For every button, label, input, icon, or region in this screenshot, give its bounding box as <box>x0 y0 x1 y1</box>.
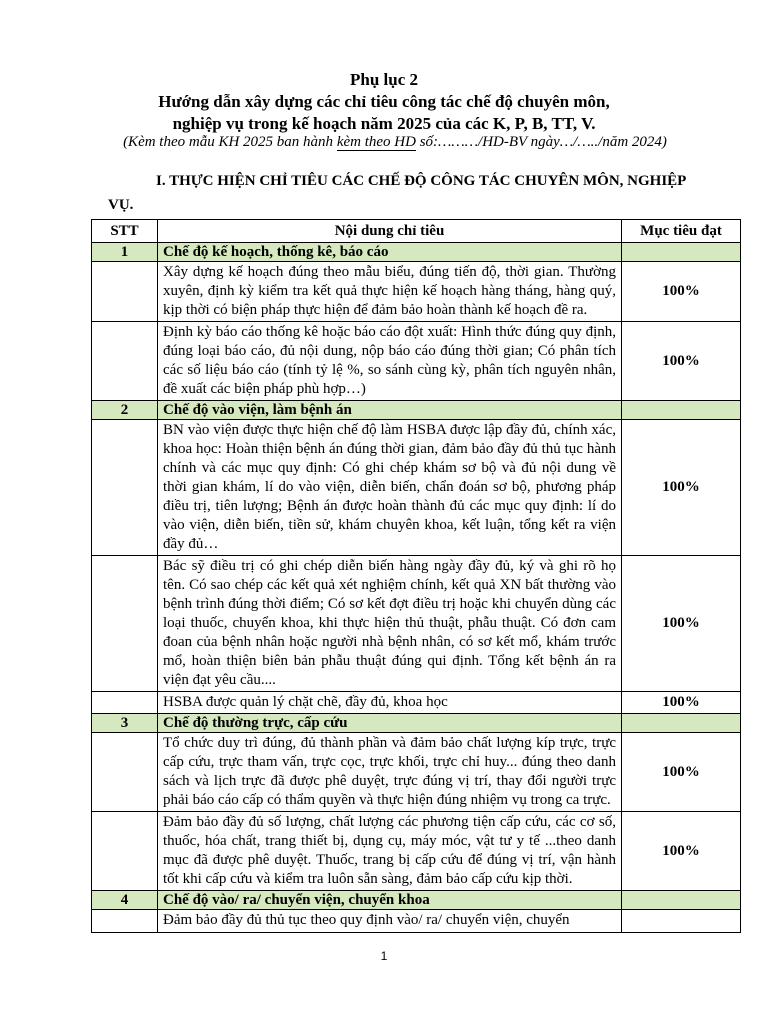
row-stt-empty <box>92 420 158 556</box>
document-title-line1: Hướng dẫn xây dựng các chỉ tiêu công tác chế độ chuyên môn, <box>158 92 610 111</box>
table-row <box>92 910 741 933</box>
group-stt: 2 <box>92 401 158 420</box>
group-target-empty <box>622 714 741 733</box>
row-target: 100% <box>622 262 741 322</box>
row-stt-empty <box>92 262 158 322</box>
row-target: 100% <box>622 733 741 812</box>
section-title-continued: VỤ. <box>108 197 134 213</box>
table-row <box>92 556 741 692</box>
group-target-empty <box>622 891 741 910</box>
row-target: 100% <box>622 556 741 692</box>
group-stt: 1 <box>92 243 158 262</box>
row-content: Tổ chức duy trì đúng, đủ thành phần và đảm bảo chất lượng kíp trực, trực cấp cứu, trực tham vấn, trực cọc, trực khối, trực chỉ huy... đúng theo danh sách và lịch trực đã được phê duyệt, trực đúng vị trí, thay đổi người trực phải báo cáo cấp có thẩm quyền và thực hiện đúng nhiệm vụ trong ca trực. <box>158 733 622 812</box>
row-stt-empty <box>92 910 158 933</box>
row-target: 100% <box>622 420 741 556</box>
row-target: 100% <box>622 322 741 401</box>
row-content: Xây dựng kế hoạch đúng theo mẫu biểu, đúng tiến độ, thời gian. Thường xuyên, định kỳ kiểm tra kết quả thực hiện kế hoạch hàng tháng, hàng quý, kịp thời có biện pháp thực hiện để đảm bảo hoàn thành kế hoạch đề ra. <box>158 262 622 322</box>
group-title: Chế độ vào viện, làm bệnh án <box>158 401 622 420</box>
group-row <box>92 714 741 733</box>
row-content: Định kỳ báo cáo thống kê hoặc báo cáo đột xuất: Hình thức đúng quy định, đúng loại báo cáo, đủ nội dung, nộp báo cáo đúng thời gian; Có phân tích các số liệu báo cáo (tính tỷ lệ %, so sánh cùng kỳ, phân tích nguyên nhân, đề xuất các biện pháp phù hợp…) <box>158 322 622 401</box>
group-row <box>92 891 741 910</box>
group-target-empty <box>622 401 741 420</box>
row-content: Đảm bảo đầy đủ số lượng, chất lượng các phương tiện cấp cứu, các cơ số, thuốc, hóa chất, trang thiết bị, dụng cụ, máy móc, vật tư y tế ...theo danh mục đã được phê duyệt. Thuốc, trang bị cấp cứu để đúng vị trí, vận hành tốt khi cấp cứu và kiểm tra luôn sẵn sàng, đảm bảo cấp cứu kịp thời. <box>158 812 622 891</box>
group-title: Chế độ thường trực, cấp cứu <box>158 714 622 733</box>
group-stt: 4 <box>92 891 158 910</box>
row-stt-empty <box>92 733 158 812</box>
group-row <box>92 243 741 262</box>
row-target: 100% <box>622 692 741 714</box>
criteria-table <box>91 219 741 933</box>
table-row <box>92 692 741 714</box>
subtitle-underlined: kèm theo HD <box>336 134 416 150</box>
row-target <box>622 910 741 933</box>
table-row <box>92 812 741 891</box>
table-row <box>92 733 741 812</box>
section-title: I. THỰC HIỆN CHỈ TIÊU CÁC CHẾ ĐỘ CÔNG TÁC CHUYÊN MÔN, NGHIỆP <box>156 173 687 189</box>
row-content: BN vào viện được thực hiện chế độ làm HSBA được lập đầy đủ, chính xác, khoa học: Hoàn thiện bệnh án đúng thời gian, đảm bảo đầy đủ thủ tục hành chính và các mục quy định: Có ghi chép khám sơ bộ và đủ nội dung về thời gian khám, lí do vào viện, diễn biến, chẩn đoán sơ bộ, phương pháp điều trị, tiên lượng; Bệnh án được hoàn thành đủ các mục quy định: lí do vào viện, diễn biến, tiền sử, khám chuyên khoa, kết luận, tổng kết ra viện đầy đủ… <box>158 420 622 556</box>
table-header-row <box>92 220 741 243</box>
header-stt: STT <box>92 220 158 243</box>
row-stt-empty <box>92 812 158 891</box>
group-title: Chế độ kế hoạch, thống kê, báo cáo <box>158 243 622 262</box>
header-content: Nội dung chỉ tiêu <box>158 220 622 243</box>
group-target-empty <box>622 243 741 262</box>
table-row <box>92 322 741 401</box>
row-target: 100% <box>622 812 741 891</box>
document-subtitle <box>0 134 768 151</box>
row-stt-empty <box>92 322 158 401</box>
group-title: Chế độ vào/ ra/ chuyển viện, chuyển khoa <box>158 891 622 910</box>
table-row <box>92 420 741 556</box>
group-stt: 3 <box>92 714 158 733</box>
page-number: 1 <box>380 949 388 963</box>
row-content: Đảm bảo đầy đủ thủ tục theo quy định vào/ ra/ chuyển viện, chuyển <box>158 910 622 933</box>
table-row <box>92 262 741 322</box>
row-stt-empty <box>92 556 158 692</box>
subtitle-part-b: số:………/HD-BV ngày…/…../năm 2024) <box>415 134 667 150</box>
row-stt-empty <box>92 692 158 714</box>
appendix-title: Phụ lục 2 <box>349 70 419 89</box>
group-row <box>92 401 741 420</box>
row-content: Bác sỹ điều trị có ghi chép diễn biến hàng ngày đầy đủ, ký và ghi rõ họ tên. Có sao chép các kết quả xét nghiệm chính, kết quả XN bất thường vào bệnh trình đúng thời điểm; Có sơ kết đợt điều trị hoặc khi chuyển dùng các loại thuốc, chuyển khoa, khi thực hiện thủ thuật, phẫu thuật. Có đơn cam đoan của bệnh nhân hoặc người nhà bệnh nhân, có sơ kết mổ, khám trước mổ, hoàn thiện biên bản phẫu thuật đúng qui định. Tổng kết bệnh án ra viện đạt yêu cầu.... <box>158 556 622 692</box>
document-title-line2: nghiệp vụ trong kế hoạch năm 2025 của các K, P, B, TT, V. <box>172 114 596 133</box>
header-target: Mục tiêu đạt <box>622 220 741 243</box>
subtitle-part-a: (Kèm theo mẫu KH 2025 ban hành <box>123 134 337 150</box>
row-content: HSBA được quản lý chặt chẽ, đầy đủ, khoa học <box>158 692 622 714</box>
